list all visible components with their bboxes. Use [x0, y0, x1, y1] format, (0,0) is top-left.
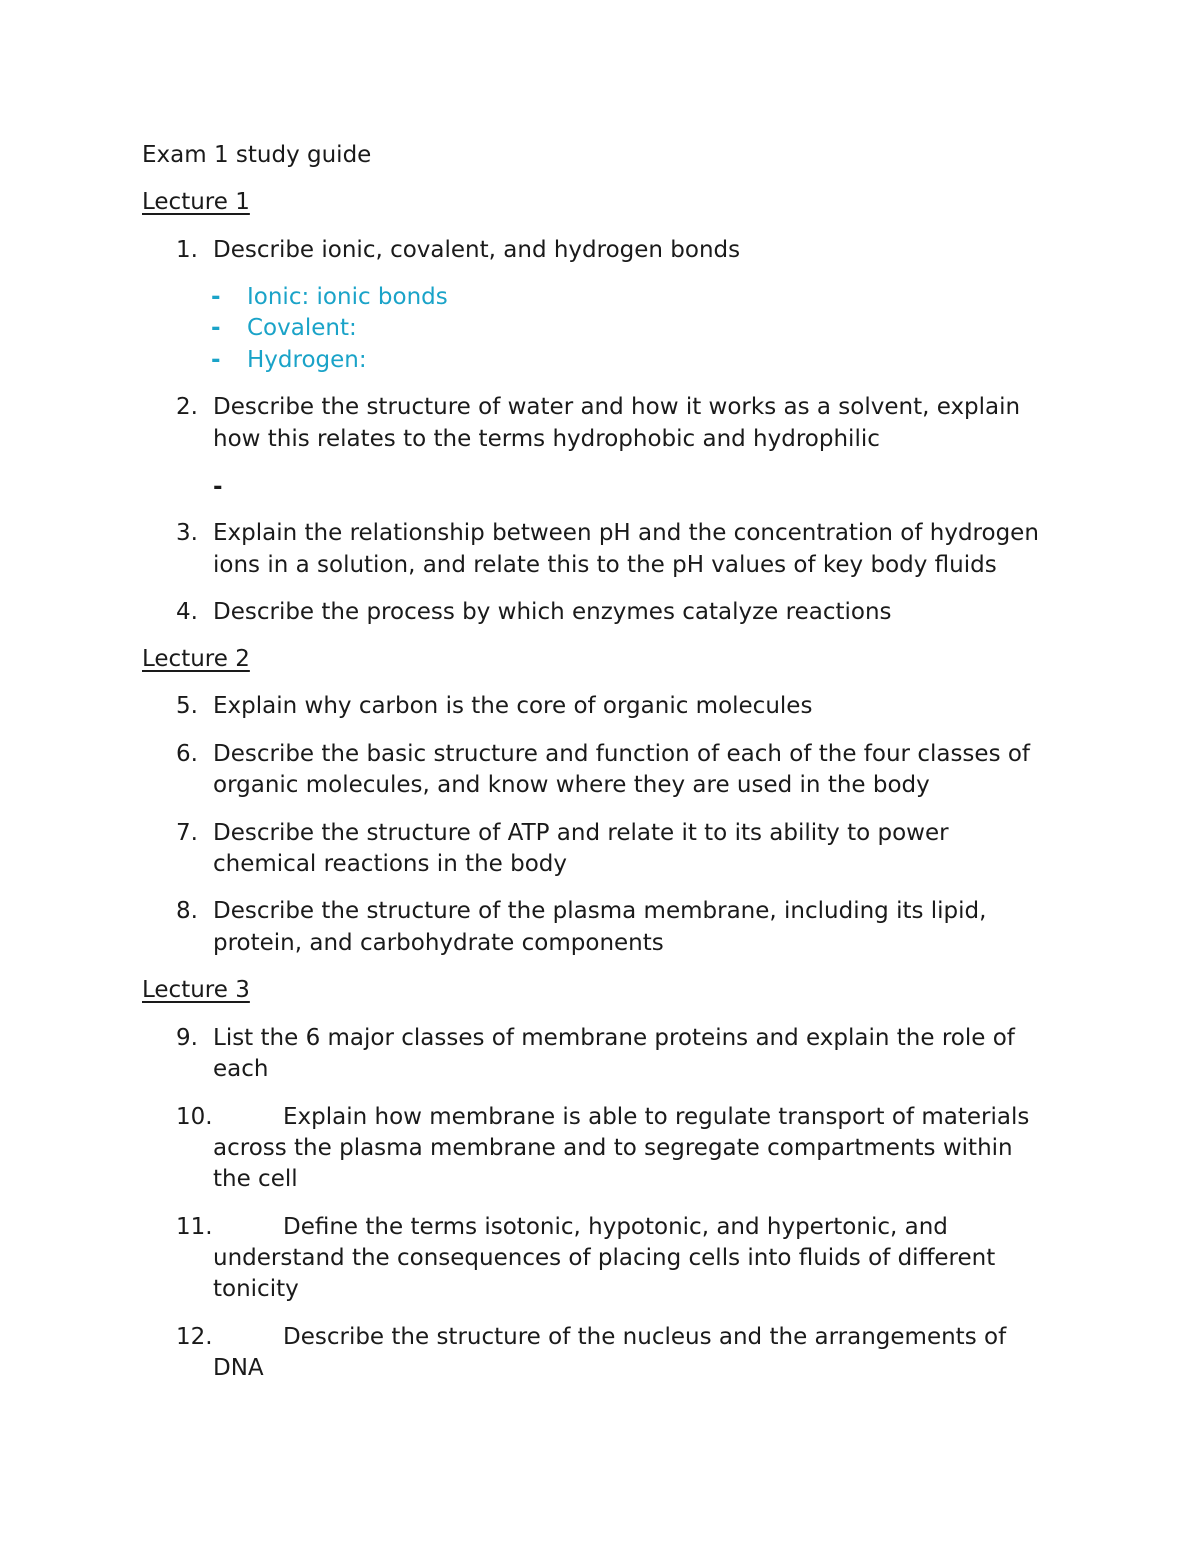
item-text: Describe the structure of the nucleus and the arrangements of	[283, 1324, 1007, 1350]
empty-bullet: -	[213, 474, 223, 500]
item-text: List the 6 major classes of membrane proteins and explain the role of	[213, 1025, 1015, 1051]
item-text: Describe the structure of the plasma membrane, including its lipid,	[213, 898, 987, 924]
lecture-1-heading: Lecture 1	[142, 189, 250, 215]
item-text: Describe the basic structure and function of each of the four classes of	[213, 741, 1031, 767]
item-number: 6.	[176, 741, 198, 767]
item-text: understand the consequences of placing cells into fluids of different	[213, 1245, 996, 1271]
bullet-hydrogen: Hydrogen:	[247, 347, 367, 373]
item-number: 12.	[176, 1324, 213, 1350]
item-text: Describe the process by which enzymes catalyze reactions	[213, 599, 892, 625]
item-number: 1.	[176, 237, 198, 263]
item-text: Define the terms isotonic, hypotonic, and hypertonic, and	[283, 1214, 948, 1240]
item-text: tonicity	[213, 1276, 299, 1302]
item-text: Describe the structure of water and how it works as a solvent, explain	[213, 394, 1021, 420]
item-number: 8.	[176, 898, 198, 924]
document-title: Exam 1 study guide	[142, 142, 372, 168]
item-text: how this relates to the terms hydrophobic and hydrophilic	[213, 426, 880, 452]
item-text: the cell	[213, 1166, 298, 1192]
item-text: across the plasma membrane and to segregate compartments within	[213, 1135, 1013, 1161]
item-number: 10.	[176, 1104, 213, 1130]
item-text: each	[213, 1056, 269, 1082]
item-number: 9.	[176, 1025, 198, 1051]
item-number: 4.	[176, 599, 198, 625]
item-text: ions in a solution, and relate this to the pH values of key body fluids	[213, 552, 997, 578]
item-number: 11.	[176, 1214, 213, 1240]
item-text: Explain how membrane is able to regulate transport of materials	[283, 1104, 1030, 1130]
item-text: Explain the relationship between pH and the concentration of hydrogen	[213, 520, 1039, 546]
item-text: Describe ionic, covalent, and hydrogen bonds	[213, 237, 741, 263]
item-text: protein, and carbohydrate components	[213, 930, 664, 956]
bullet-covalent: Covalent:	[247, 315, 357, 341]
item-number: 7.	[176, 820, 198, 846]
bullet-dash: -	[211, 315, 221, 341]
lecture-2-heading: Lecture 2	[142, 646, 250, 672]
item-text: chemical reactions in the body	[213, 851, 568, 877]
bullet-dash: -	[211, 284, 221, 310]
item-number: 2.	[176, 394, 198, 420]
item-text: DNA	[213, 1355, 264, 1381]
item-text: Explain why carbon is the core of organic molecules	[213, 693, 813, 719]
item-text: Describe the structure of ATP and relate it to its ability to power	[213, 820, 949, 846]
bullet-dash: -	[211, 347, 221, 373]
bullet-ionic: Ionic: ionic bonds	[247, 284, 448, 310]
item-number: 3.	[176, 520, 198, 546]
item-number: 5.	[176, 693, 198, 719]
item-text: organic molecules, and know where they are used in the body	[213, 772, 930, 798]
lecture-3-heading: Lecture 3	[142, 977, 250, 1003]
